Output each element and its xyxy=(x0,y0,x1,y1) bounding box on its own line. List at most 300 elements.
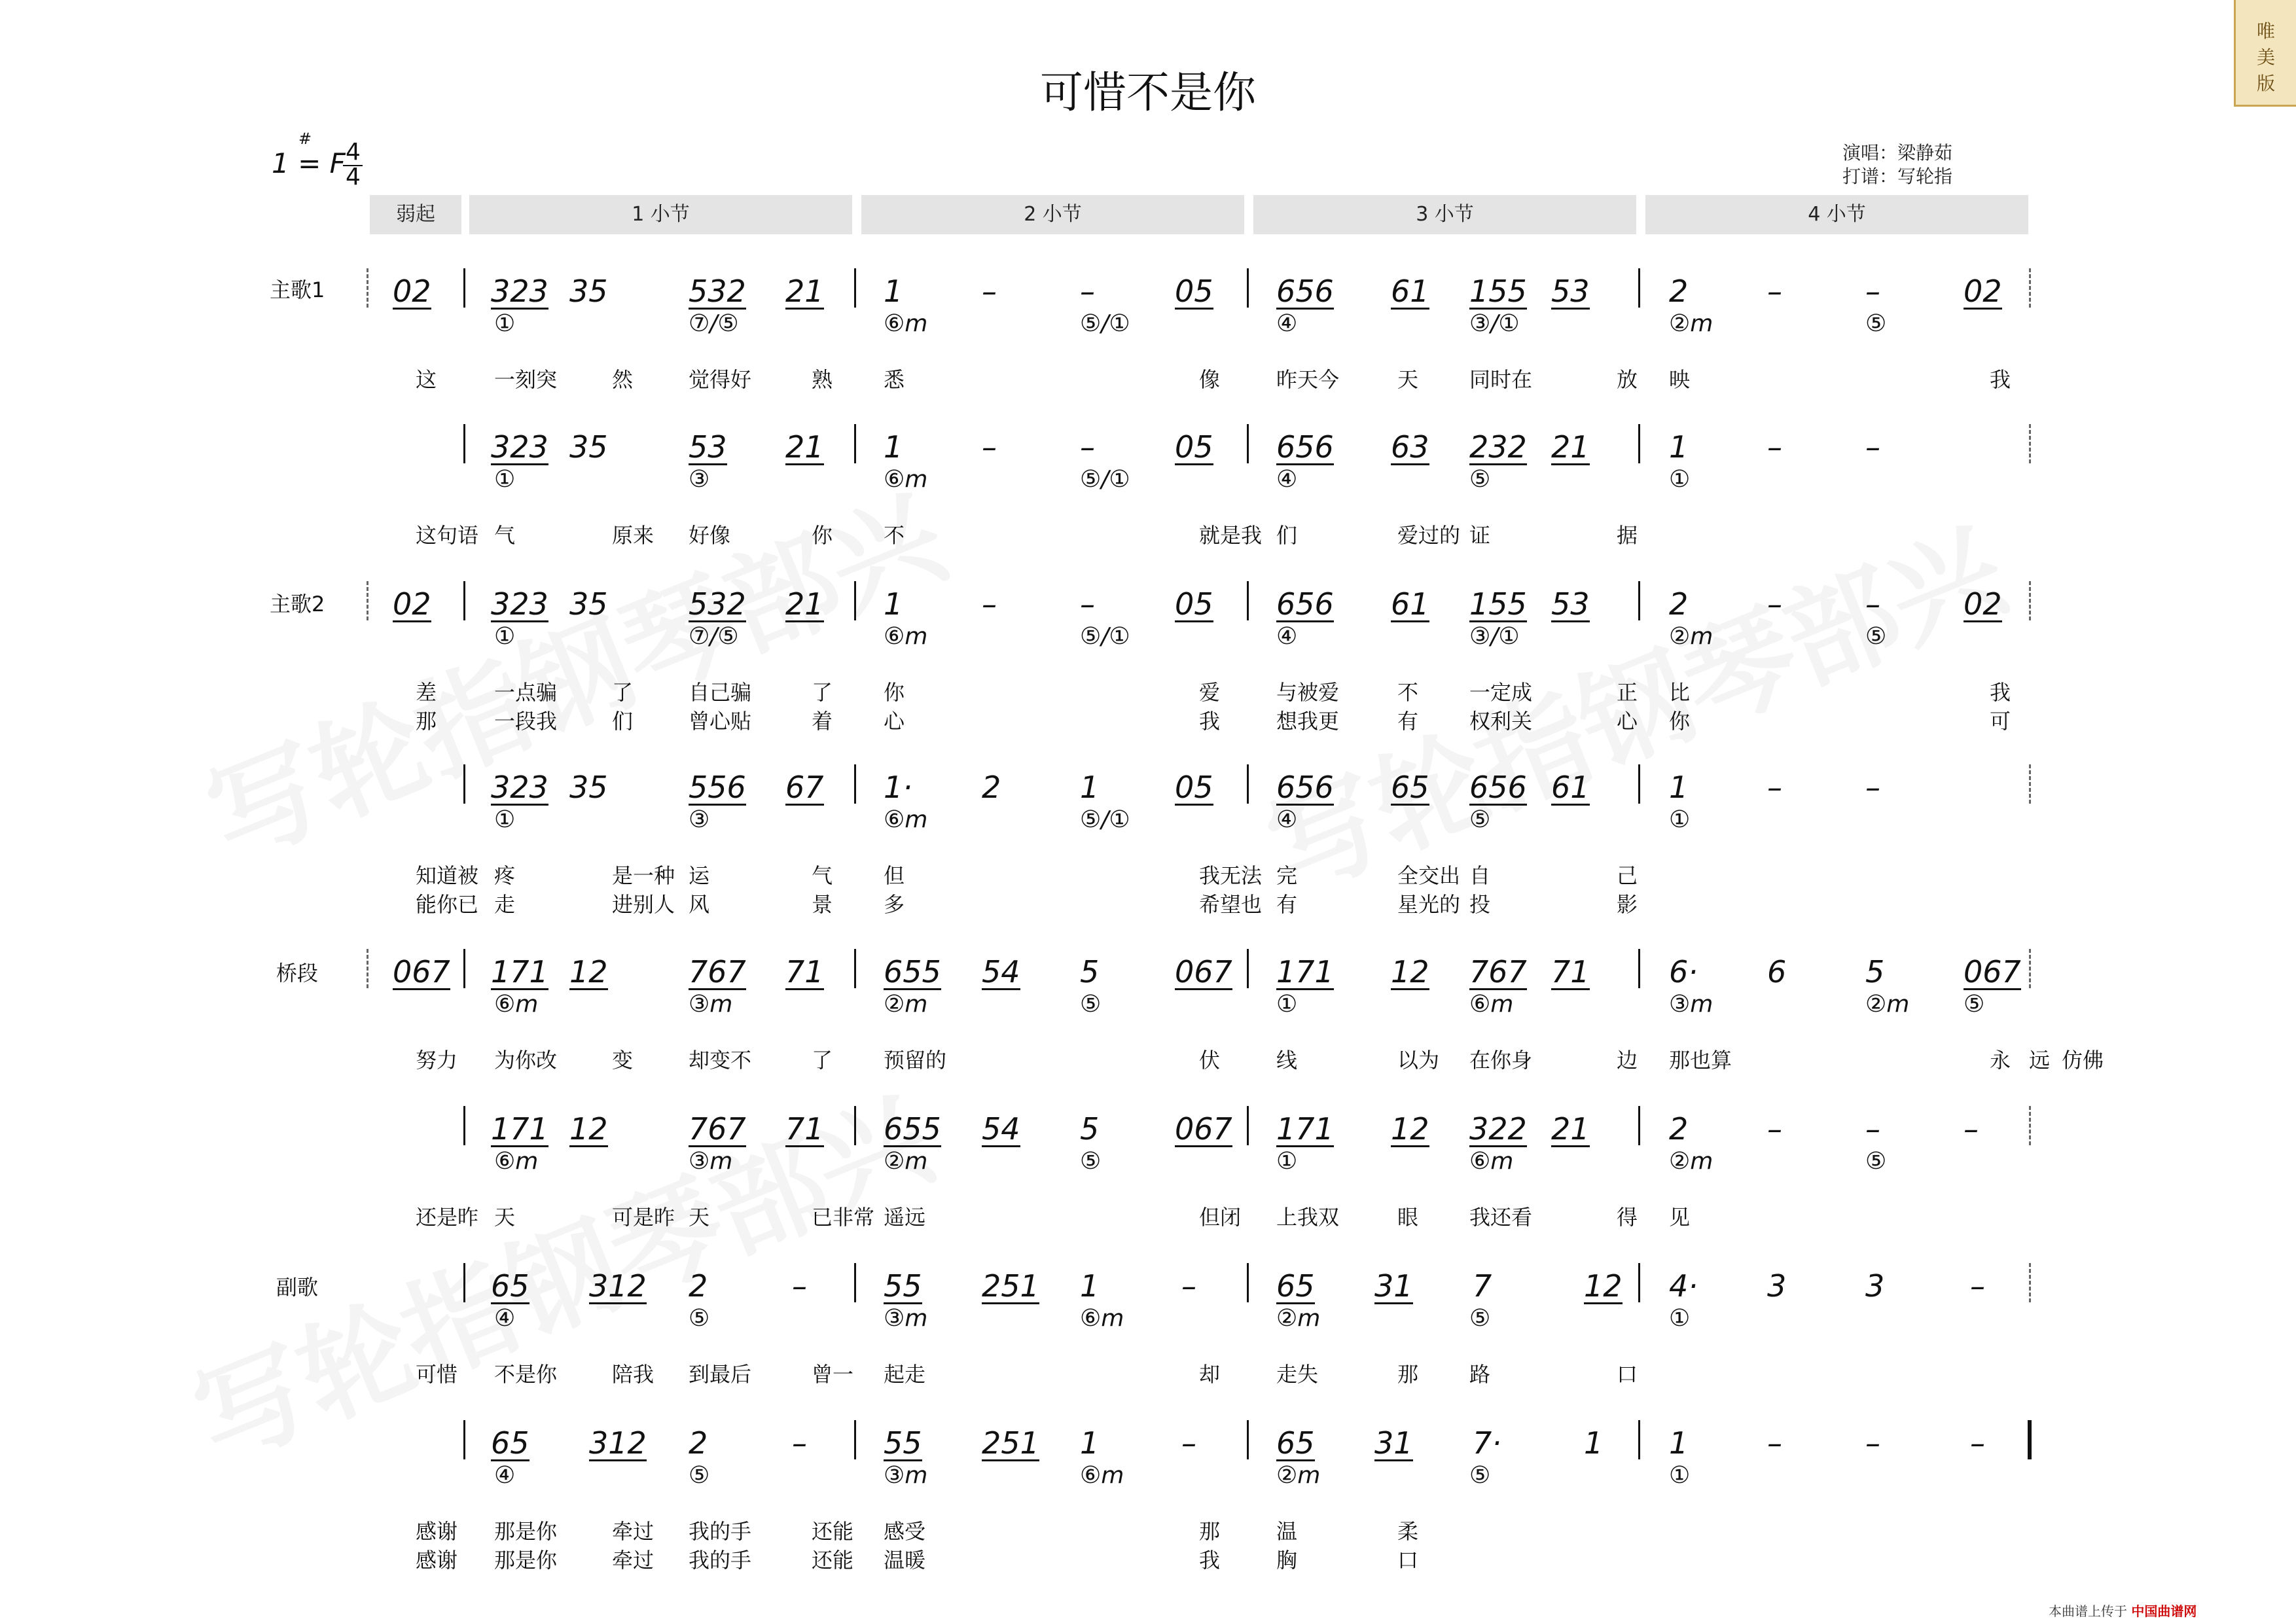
lyric: 有 xyxy=(1397,709,1419,734)
barline xyxy=(1638,424,1640,463)
barline xyxy=(1247,1263,1249,1302)
jianpu-note: 656 xyxy=(1276,274,1334,309)
lyric: 风 xyxy=(689,892,710,917)
lyric: 多 xyxy=(884,892,905,917)
lyric: 你 xyxy=(1669,709,1691,734)
fingering: ⑤ xyxy=(1469,1305,1491,1332)
jianpu-note: 65 xyxy=(491,1268,529,1304)
jianpu-note: 63 xyxy=(1391,429,1429,465)
lyric: 努力 xyxy=(416,1048,458,1073)
lyric: 你 xyxy=(812,523,833,548)
jianpu-note: 35 xyxy=(569,770,608,805)
jianpu-note: 1 xyxy=(1669,1425,1689,1461)
lyric: 以为 xyxy=(1397,1048,1440,1073)
jianpu-note: 1 xyxy=(884,586,903,622)
jianpu-note: – xyxy=(1865,1425,1880,1461)
section-label: 主歌2 xyxy=(270,592,325,616)
fingering: ① xyxy=(1669,1462,1691,1489)
jianpu-note: 12 xyxy=(1391,1111,1429,1147)
fingering: ⑤ xyxy=(689,1462,710,1489)
jianpu-note: – xyxy=(1767,429,1782,465)
footer-label: 本曲谱上传于 xyxy=(2049,1603,2127,1619)
barline xyxy=(854,1420,856,1459)
jianpu-note: 61 xyxy=(1551,770,1590,805)
jianpu-note: 35 xyxy=(569,274,608,309)
jianpu-note: 2 xyxy=(689,1425,708,1461)
barline xyxy=(463,764,465,804)
singer: 演唱：梁静茹 xyxy=(1842,142,1953,164)
fingering: ⑤ xyxy=(1469,466,1491,493)
fingering: ① xyxy=(1276,991,1298,1018)
lyric: 气 xyxy=(812,863,833,888)
measure-header-pickup: 弱起 xyxy=(370,195,461,234)
jianpu-note: 54 xyxy=(982,954,1020,990)
lyric: 运 xyxy=(689,863,710,888)
jianpu-note: 31 xyxy=(1374,1425,1413,1461)
jianpu-note: 53 xyxy=(689,429,727,465)
barline xyxy=(463,581,465,620)
lyric: 了 xyxy=(812,680,833,705)
jianpu-note: 53 xyxy=(1551,274,1590,309)
barline xyxy=(1247,581,1249,620)
jianpu-note: 02 xyxy=(393,586,431,622)
jianpu-note: 7 xyxy=(1473,1268,1492,1304)
badge-char: 版 xyxy=(2257,73,2276,94)
fingering: ⑦/⑤ xyxy=(689,623,739,650)
fingering: ⑤ xyxy=(689,1305,710,1332)
lyric: 伏 xyxy=(1199,1048,1221,1073)
jianpu-note: 171 xyxy=(491,954,548,990)
jianpu-note: 53 xyxy=(1551,586,1590,622)
fingering: ③m xyxy=(884,1305,928,1332)
jianpu-note: 35 xyxy=(569,429,608,465)
jianpu-note: 1 xyxy=(1584,1425,1604,1461)
jianpu-note: 767 xyxy=(689,1111,746,1147)
lyric: 但 xyxy=(884,863,905,888)
section-label: 主歌1 xyxy=(270,277,325,302)
barline xyxy=(1638,581,1640,620)
jianpu-note: 251 xyxy=(982,1425,1039,1461)
lyric: 口 xyxy=(1617,1362,1638,1387)
lyric: 就是我 xyxy=(1199,523,1263,548)
jianpu-note: 2 xyxy=(1669,274,1689,309)
lyric: 牵过 xyxy=(612,1519,655,1544)
barline xyxy=(463,949,465,988)
lyric: 昨天今 xyxy=(1276,367,1340,392)
barline xyxy=(1638,1106,1640,1145)
lyric: 还能 xyxy=(812,1548,854,1573)
jianpu-note: 067 xyxy=(393,954,450,990)
jianpu-note: 556 xyxy=(689,770,746,805)
lyric: 权利关 xyxy=(1469,709,1533,734)
barline xyxy=(1247,268,1249,308)
lyric: 我 xyxy=(1199,709,1221,734)
jianpu-note: 21 xyxy=(785,274,824,309)
lyric: 我无法 xyxy=(1199,863,1263,888)
fingering: ⑤ xyxy=(1865,310,1887,337)
jianpu-note: 767 xyxy=(1469,954,1527,990)
end-barline xyxy=(2029,1106,2031,1145)
fingering: ④ xyxy=(494,1305,516,1332)
lyric: 还能 xyxy=(812,1519,854,1544)
lyric: 证 xyxy=(1469,523,1491,548)
fingering: ④ xyxy=(494,1462,516,1489)
jianpu-note: – xyxy=(1080,274,1095,309)
lyric: 着 xyxy=(812,709,833,734)
jianpu-note: 5 xyxy=(1865,954,1885,990)
fingering: ⑤ xyxy=(1469,1462,1491,1489)
lyric: 陪我 xyxy=(612,1362,655,1387)
barline xyxy=(1247,949,1249,988)
lyric: 仿佛 xyxy=(2062,1048,2104,1073)
jianpu-note: 02 xyxy=(1964,586,2002,622)
lyric: 感受 xyxy=(884,1519,926,1544)
lyric: 希望也 xyxy=(1199,892,1263,917)
lyric: 了 xyxy=(812,1048,833,1073)
fingering: ① xyxy=(1276,1148,1298,1175)
barline xyxy=(854,424,856,463)
jianpu-note: 767 xyxy=(689,954,746,990)
lyric: 却变不 xyxy=(689,1048,752,1073)
lyric: 知道被 xyxy=(416,863,479,888)
lyric: 远 xyxy=(2029,1048,2051,1073)
pickup-barline xyxy=(367,949,368,988)
jianpu-note: 323 xyxy=(491,770,548,805)
jianpu-note: – xyxy=(1080,586,1095,622)
jianpu-note: – xyxy=(1970,1268,1985,1304)
barline xyxy=(1247,424,1249,463)
fingering: ⑤ xyxy=(1964,991,1985,1018)
jianpu-note: – xyxy=(1964,1111,1979,1147)
lyric: 那也算 xyxy=(1669,1048,1732,1073)
lyric: 天 xyxy=(494,1205,516,1230)
jianpu-note: – xyxy=(1865,1111,1880,1147)
lyric: 不是你 xyxy=(494,1362,558,1387)
jianpu-note: 067 xyxy=(1175,1111,1232,1147)
fingering: ③m xyxy=(1669,991,1713,1018)
barline xyxy=(854,764,856,804)
lyric: 我 xyxy=(1990,367,2011,392)
lyric: 眼 xyxy=(1397,1205,1419,1230)
lyric: 天 xyxy=(689,1205,710,1230)
lyric: 爱 xyxy=(1199,680,1221,705)
lyric: 景 xyxy=(812,892,833,917)
jianpu-note: 21 xyxy=(785,429,824,465)
fingering: ③ xyxy=(689,466,710,493)
jianpu-note: 65 xyxy=(1276,1268,1315,1304)
lyric: 这 xyxy=(416,367,437,392)
badge-char: 美 xyxy=(2257,46,2276,68)
lyric: 那是你 xyxy=(494,1548,558,1573)
lyric: 上我双 xyxy=(1276,1205,1340,1230)
fingering: ③m xyxy=(689,991,733,1018)
jianpu-note: – xyxy=(1767,1425,1782,1461)
jianpu-note: 1· xyxy=(884,770,912,805)
lyric: 路 xyxy=(1469,1362,1491,1387)
lyric: 自己骗 xyxy=(689,680,752,705)
jianpu-note: 61 xyxy=(1391,586,1429,622)
jianpu-note: 312 xyxy=(589,1425,647,1461)
lyric: 心 xyxy=(884,709,905,734)
lyric: 可是昨 xyxy=(612,1205,675,1230)
jianpu-note: 21 xyxy=(785,586,824,622)
jianpu-note: 67 xyxy=(785,770,824,805)
jianpu-note: 7· xyxy=(1473,1425,1501,1461)
jianpu-note: 71 xyxy=(1551,954,1590,990)
lyric: 见 xyxy=(1669,1205,1691,1230)
end-barline xyxy=(2029,1263,2031,1302)
jianpu-note: 232 xyxy=(1469,429,1527,465)
jianpu-note: 323 xyxy=(491,274,548,309)
lyric: 天 xyxy=(1397,367,1419,392)
fingering: ① xyxy=(494,466,516,493)
fingering: ②m xyxy=(1865,991,1910,1018)
lyric: 但闭 xyxy=(1199,1205,1242,1230)
lyric: 柔 xyxy=(1397,1519,1419,1544)
fingering: ②m xyxy=(1276,1462,1321,1489)
lyric: 一定成 xyxy=(1469,680,1533,705)
lyric: 我的手 xyxy=(689,1519,752,1544)
lyric: 可惜 xyxy=(416,1362,458,1387)
fingering: ① xyxy=(494,623,516,650)
jianpu-note: 1 xyxy=(884,274,903,309)
fingering: ④ xyxy=(1276,310,1298,337)
sharp-sign: # xyxy=(298,130,312,148)
jianpu-note: 2 xyxy=(1669,1111,1689,1147)
jianpu-note: – xyxy=(1767,770,1782,805)
jianpu-note: 6· xyxy=(1669,954,1698,990)
fingering: ③/① xyxy=(1469,310,1520,337)
lyric: 悉 xyxy=(884,367,905,392)
jianpu-note: 65 xyxy=(1391,770,1429,805)
fingering: ②m xyxy=(1669,623,1713,650)
fingering: ⑤/① xyxy=(1080,623,1130,650)
lyric: 那是你 xyxy=(494,1519,558,1544)
jianpu-note: 171 xyxy=(1276,1111,1334,1147)
fingering: ⑥m xyxy=(884,310,928,337)
barline xyxy=(463,1263,465,1302)
fingering: ②m xyxy=(1669,310,1713,337)
jianpu-note: 61 xyxy=(1391,274,1429,309)
lyric: 我还看 xyxy=(1469,1205,1533,1230)
lyric: 爱过的 xyxy=(1397,523,1461,548)
end-barline xyxy=(2029,268,2031,308)
arranger: 打谱：写轮指 xyxy=(1842,166,1953,187)
fingering: ⑥m xyxy=(884,466,928,493)
time-sig-bottom: 4 xyxy=(346,164,361,190)
lyric: 己 xyxy=(1617,863,1638,888)
lyric: 温 xyxy=(1276,1519,1298,1544)
barline xyxy=(1638,1420,1640,1459)
fingering: ⑥m xyxy=(1080,1462,1124,1489)
jianpu-note: 656 xyxy=(1276,429,1334,465)
fingering: ⑤/① xyxy=(1080,806,1130,833)
jianpu-note: 21 xyxy=(1551,429,1590,465)
jianpu-note: 656 xyxy=(1276,586,1334,622)
barline xyxy=(1638,1263,1640,1302)
jianpu-note: 54 xyxy=(982,1111,1020,1147)
lyric: 一点骗 xyxy=(494,680,558,705)
lyric: 曾心贴 xyxy=(689,709,752,734)
fingering: ⑤/① xyxy=(1080,310,1130,337)
jianpu-note: 655 xyxy=(884,1111,941,1147)
fingering: ⑤ xyxy=(1865,1148,1887,1175)
jianpu-note: 2 xyxy=(1669,586,1689,622)
lyric: 与被爱 xyxy=(1276,680,1340,705)
lyric: 进别人 xyxy=(612,892,675,917)
section-label: 桥段 xyxy=(276,961,319,986)
jianpu-note: 6 xyxy=(1767,954,1787,990)
jianpu-note: – xyxy=(1865,274,1880,309)
jianpu-note: 1 xyxy=(1080,1268,1100,1304)
lyric: 你 xyxy=(884,680,905,705)
barline xyxy=(1638,764,1640,804)
jianpu-note: 322 xyxy=(1469,1111,1527,1147)
jianpu-note: 65 xyxy=(1276,1425,1315,1461)
jianpu-note: 12 xyxy=(1584,1268,1623,1304)
fingering: ⑥m xyxy=(884,806,928,833)
jianpu-note: 171 xyxy=(491,1111,548,1147)
lyric: 一段我 xyxy=(494,709,558,734)
fingering: ②m xyxy=(884,1148,928,1175)
fingering: ⑤ xyxy=(1865,623,1887,650)
lyric: 们 xyxy=(612,709,634,734)
time-sig-top: 4 xyxy=(346,139,361,166)
fingering: ① xyxy=(494,806,516,833)
jianpu-note: 05 xyxy=(1175,429,1213,465)
jianpu-note: 4· xyxy=(1669,1268,1698,1304)
lyric: 这句语 xyxy=(416,523,479,548)
lyric: 口 xyxy=(1397,1548,1419,1573)
lyric: 已非常 xyxy=(812,1205,875,1230)
end-barline xyxy=(2029,581,2031,620)
lyric: 原来 xyxy=(612,523,655,548)
lyric: 那 xyxy=(416,709,437,734)
jianpu-note: 067 xyxy=(1964,954,2021,990)
end-barline xyxy=(2029,949,2031,988)
jianpu-note: 155 xyxy=(1469,274,1527,309)
lyric: 不 xyxy=(884,523,905,548)
jianpu-note: 1 xyxy=(1669,770,1689,805)
lyric: 星光的 xyxy=(1397,892,1461,917)
fingering: ③m xyxy=(689,1148,733,1175)
lyric: 然 xyxy=(612,367,634,392)
barline xyxy=(854,1106,856,1145)
fingering: ④ xyxy=(1276,623,1298,650)
jianpu-note: 3 xyxy=(1865,1268,1885,1304)
lyric: 一刻突 xyxy=(494,367,558,392)
lyric: 得 xyxy=(1617,1205,1638,1230)
jianpu-note: 12 xyxy=(569,1111,608,1147)
jianpu-note: 656 xyxy=(1469,770,1527,805)
jianpu-note: – xyxy=(1767,274,1782,309)
jianpu-note: 2 xyxy=(982,770,1001,805)
fingering: ① xyxy=(1669,1305,1691,1332)
lyric: 温暖 xyxy=(884,1548,926,1573)
fingering: ③m xyxy=(884,1462,928,1489)
jianpu-note: 12 xyxy=(1391,954,1429,990)
lyric: 起走 xyxy=(884,1362,926,1387)
lyric: 比 xyxy=(1669,680,1691,705)
jianpu-note: – xyxy=(1080,429,1095,465)
jianpu-note: 251 xyxy=(982,1268,1039,1304)
final-barline xyxy=(2028,1420,2032,1459)
fingering: ⑥m xyxy=(884,623,928,650)
fingering: ⑥m xyxy=(1469,991,1514,1018)
fingering: ⑥m xyxy=(494,991,539,1018)
lyric: 是一种 xyxy=(612,863,675,888)
lyric: 觉得好 xyxy=(689,367,752,392)
lyric: 心 xyxy=(1617,709,1638,734)
jianpu-note: 02 xyxy=(393,274,431,309)
end-barline xyxy=(2029,424,2031,463)
fingering: ⑦/⑤ xyxy=(689,310,739,337)
fingering: ③/① xyxy=(1469,623,1520,650)
fingering: ⑤/① xyxy=(1080,466,1130,493)
jianpu-note: 71 xyxy=(785,1111,824,1147)
lyric: 差 xyxy=(416,680,437,705)
jianpu-note: – xyxy=(1181,1268,1196,1304)
fingering: ④ xyxy=(1276,806,1298,833)
lyric: 了 xyxy=(612,680,634,705)
jianpu-note: 71 xyxy=(785,954,824,990)
lyric: 想我更 xyxy=(1276,709,1340,734)
jianpu-note: – xyxy=(1970,1425,1985,1461)
lyric: 边 xyxy=(1617,1048,1638,1073)
jianpu-note: – xyxy=(1865,429,1880,465)
barline xyxy=(1638,268,1640,308)
jianpu-note: 21 xyxy=(1551,1111,1590,1147)
site-logo: 中国曲谱网 xyxy=(2131,1603,2197,1619)
lyric: 曾一 xyxy=(812,1362,854,1387)
barline xyxy=(463,1420,465,1459)
lyric: 为你改 xyxy=(494,1048,558,1073)
jianpu-note: 35 xyxy=(569,586,608,622)
barline xyxy=(463,268,465,308)
barline xyxy=(1247,1420,1249,1459)
jianpu-note: – xyxy=(792,1268,807,1304)
jianpu-note: 155 xyxy=(1469,586,1527,622)
jianpu-note: 05 xyxy=(1175,586,1213,622)
fingering: ① xyxy=(1669,806,1691,833)
lyric: 熟 xyxy=(812,367,833,392)
jianpu-note: 532 xyxy=(689,586,746,622)
fingering: ⑥m xyxy=(1080,1305,1124,1332)
lyric: 在你身 xyxy=(1469,1048,1533,1073)
jianpu-note: – xyxy=(982,586,997,622)
jianpu-note: 323 xyxy=(491,586,548,622)
fingering: ⑥m xyxy=(494,1148,539,1175)
lyric: 投 xyxy=(1469,892,1491,917)
fingering: ⑤ xyxy=(1080,1148,1102,1175)
lyric: 遥远 xyxy=(884,1205,926,1230)
jianpu-note: – xyxy=(1767,586,1782,622)
lyric: 映 xyxy=(1669,367,1691,392)
lyric: 我的手 xyxy=(689,1548,752,1573)
jianpu-note: 532 xyxy=(689,274,746,309)
lyric: 能你已 xyxy=(416,892,479,917)
jianpu-note: 323 xyxy=(491,429,548,465)
lyric: 好像 xyxy=(689,523,731,548)
lyric: 牵过 xyxy=(612,1548,655,1573)
jianpu-note: 1 xyxy=(884,429,903,465)
jianpu-note: 1 xyxy=(1080,1425,1100,1461)
barline xyxy=(463,424,465,463)
lyric: 感谢 xyxy=(416,1519,458,1544)
jianpu-note: 02 xyxy=(1964,274,2002,309)
fingering: ②m xyxy=(1276,1305,1321,1332)
jianpu-note: 3 xyxy=(1767,1268,1787,1304)
